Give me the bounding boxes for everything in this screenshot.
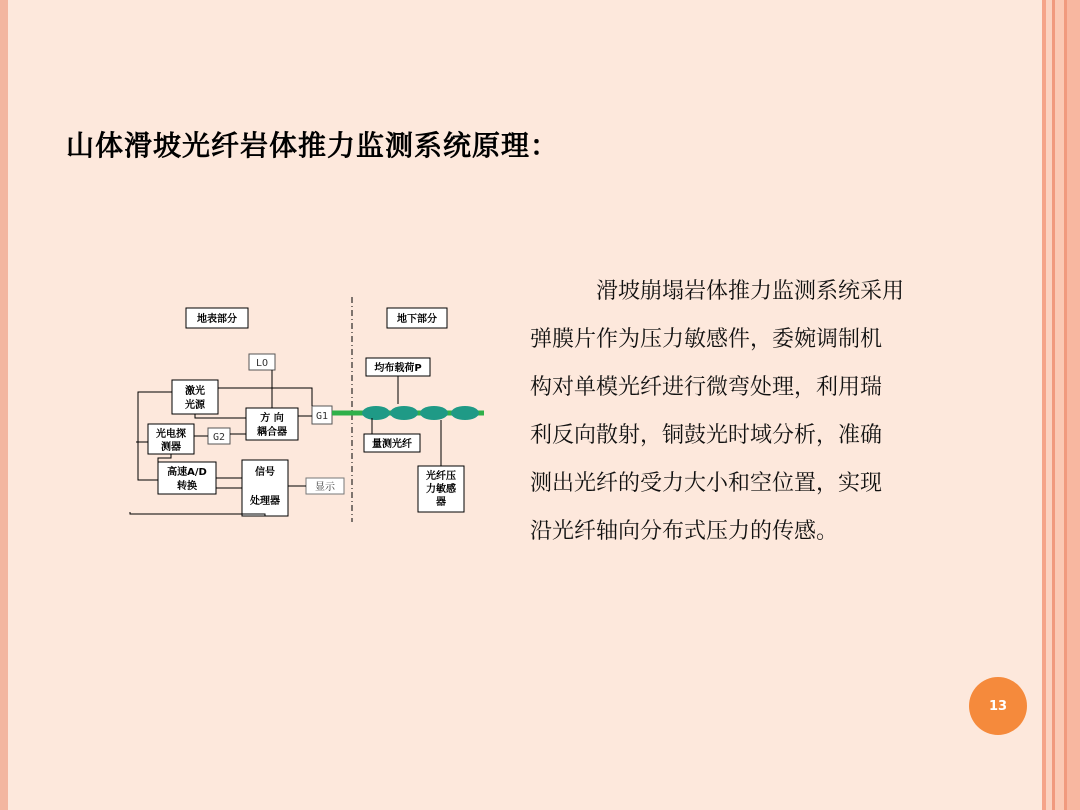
sensor-label-2: 力敏感 xyxy=(426,484,456,495)
coupler-label-2: 耦合器 xyxy=(257,427,287,438)
surface-section-label: 地表部分 xyxy=(197,314,237,325)
sensor-label-3: 器 xyxy=(436,497,446,508)
fiber-label: 量测光纤 xyxy=(372,439,412,450)
load-label: 均布载荷P xyxy=(374,363,422,374)
system-diagram xyxy=(122,292,492,532)
sensor-label-1: 光纤压 xyxy=(426,471,456,482)
detector-label-1: 光电探 xyxy=(156,429,186,440)
laser-label-1: 激光 xyxy=(185,386,205,397)
body-line: 利反向散射，铜鼓光时域分析，准确 xyxy=(530,423,883,448)
fiber-node xyxy=(362,406,390,420)
right-decorative-stripes xyxy=(1042,0,1080,810)
processor-label-1: 信号 xyxy=(255,467,275,478)
processor-label-2: 处理器 xyxy=(250,496,280,507)
page-number-badge: 13 xyxy=(969,677,1027,735)
fiber-node xyxy=(390,406,418,420)
adc-label-2: 转换 xyxy=(177,481,197,492)
underground-section-label: 地下部分 xyxy=(397,314,437,325)
detector-label-2: 测器 xyxy=(161,442,181,453)
slide-title: 山体滑坡光纤岩体推力监测系统原理： xyxy=(66,129,560,162)
display-label: 显示 xyxy=(315,482,335,493)
adc-label-1: 高速A/D xyxy=(167,467,207,478)
body-line: 测出光纤的受力大小和空位置，实现 xyxy=(530,471,883,496)
g1-label: G1 xyxy=(315,411,329,422)
lo-label: LO xyxy=(255,358,269,369)
g2-label: G2 xyxy=(212,432,226,443)
body-text xyxy=(530,268,970,556)
slide-left-border xyxy=(0,0,8,810)
body-line: 沿光纤轴向分布式压力的传感。 xyxy=(530,519,839,544)
body-line: 滑坡崩塌岩体推力监测系统采用 xyxy=(596,279,905,304)
body-line: 构对单模光纤进行微弯处理，利用瑞 xyxy=(530,375,883,400)
body-line: 弹膜片作为压力敏感件，委婉调制机 xyxy=(530,327,883,352)
laser-label-2: 光源 xyxy=(185,400,205,411)
coupler-label-1: 方 向 xyxy=(260,413,284,424)
fiber-node xyxy=(451,406,479,420)
fiber-node xyxy=(420,406,448,420)
